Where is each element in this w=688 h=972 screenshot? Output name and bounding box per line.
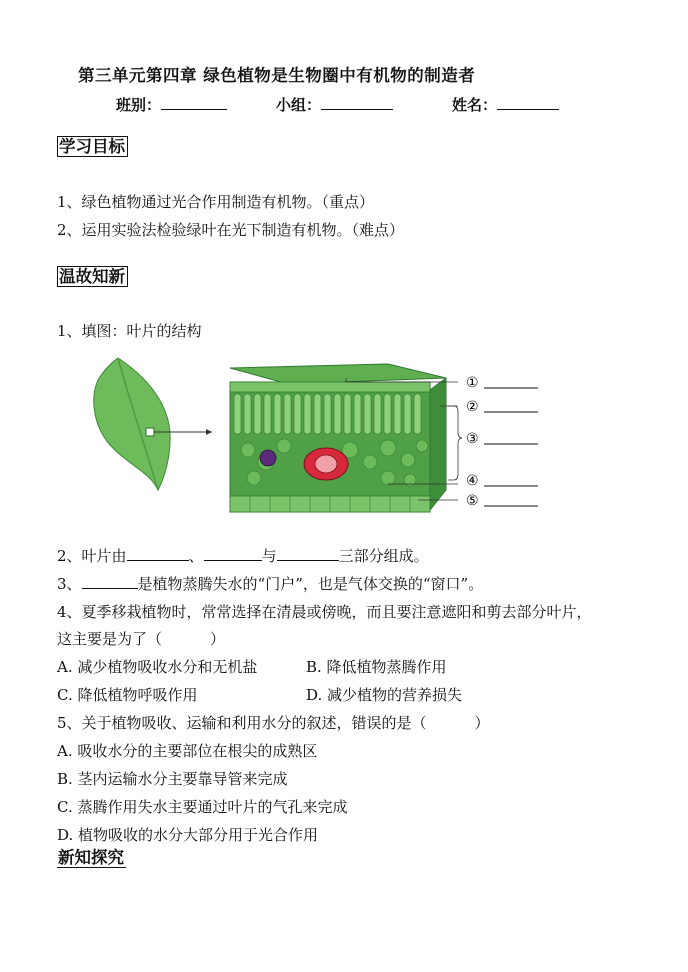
question-1: 1、填图：叶片的结构 xyxy=(57,322,202,340)
svg-text:④: ④ xyxy=(466,473,479,489)
name-blank[interactable] xyxy=(497,95,559,110)
section-review: 温故知新 xyxy=(57,266,128,287)
leaf-illustration xyxy=(94,358,212,490)
class-field[interactable] xyxy=(116,94,227,115)
q2-blank-3[interactable] xyxy=(277,547,339,561)
q4-option-a[interactable]: A. 减少植物吸收水分和无机盐 xyxy=(57,658,258,676)
q2-blank-2[interactable] xyxy=(204,547,262,561)
q3-blank[interactable] xyxy=(82,575,138,589)
q2-blank-1[interactable] xyxy=(127,547,189,561)
q5-option-d[interactable]: D. 植物吸收的水分大部分用于光合作用 xyxy=(57,826,319,844)
group-label: 小组： xyxy=(276,96,322,114)
diagram-label-2[interactable] xyxy=(466,399,538,415)
question-3: 3、 是植物蒸腾失水的“门户”，也是气体交换的“窗口”。 xyxy=(57,575,484,593)
q5-option-a[interactable]: A. 吸收水分的主要部位在根尖的成熟区 xyxy=(57,742,318,760)
page-title: 第三单元第四章 绿色植物是生物圈中有机物的制造者 xyxy=(78,66,476,85)
question-5: 5、关于植物吸收、运输和利用水分的叙述，错误的是（ ） xyxy=(57,714,490,732)
question-4-line-1: 4、夏季移栽植物时，常常选择在清晨或傍晚，而且要注意遮阳和剪去部分叶片， xyxy=(57,603,592,621)
diagram-label-1[interactable] xyxy=(466,375,538,391)
q5-option-c[interactable]: C. 蒸腾作用失水主要通过叶片的气孔来完成 xyxy=(57,798,348,816)
svg-text:⑤: ⑤ xyxy=(466,493,479,509)
svg-text:①: ① xyxy=(466,375,479,391)
svg-text:③: ③ xyxy=(466,431,479,447)
name-label: 姓名： xyxy=(452,96,498,114)
q4-option-c[interactable]: C. 降低植物呼吸作用 xyxy=(57,686,198,704)
class-label: 班别： xyxy=(116,96,162,114)
diagram-label-4[interactable] xyxy=(466,473,538,489)
group-field[interactable] xyxy=(276,94,393,115)
leaf-cross-section xyxy=(230,364,446,512)
objective-1: 1、绿色植物通过光合作用制造有机物。（重点） xyxy=(57,193,375,211)
section-objectives: 学习目标 xyxy=(57,136,128,157)
class-blank[interactable] xyxy=(161,95,227,110)
question-4-line-2: 这主要是为了（ ） xyxy=(57,630,226,648)
q4-option-b[interactable]: B. 降低植物蒸腾作用 xyxy=(306,658,447,676)
objective-2: 2、运用实验法检验绿叶在光下制造有机物。（难点） xyxy=(57,221,405,239)
q4-option-d[interactable]: D. 减少植物的营养损失 xyxy=(306,686,463,704)
diagram-label-5[interactable] xyxy=(466,493,538,509)
svg-text:②: ② xyxy=(466,399,479,415)
leaf-structure-diagram xyxy=(88,350,548,540)
question-2: 2、叶片由 、 与 三部分组成。 xyxy=(57,547,429,565)
section-explore: 新知探究 xyxy=(58,848,124,867)
diagram-label-3[interactable] xyxy=(466,431,538,447)
name-field[interactable] xyxy=(452,94,559,115)
q5-option-b[interactable]: B. 茎内运输水分主要靠导管来完成 xyxy=(57,770,288,788)
group-blank[interactable] xyxy=(321,95,393,110)
